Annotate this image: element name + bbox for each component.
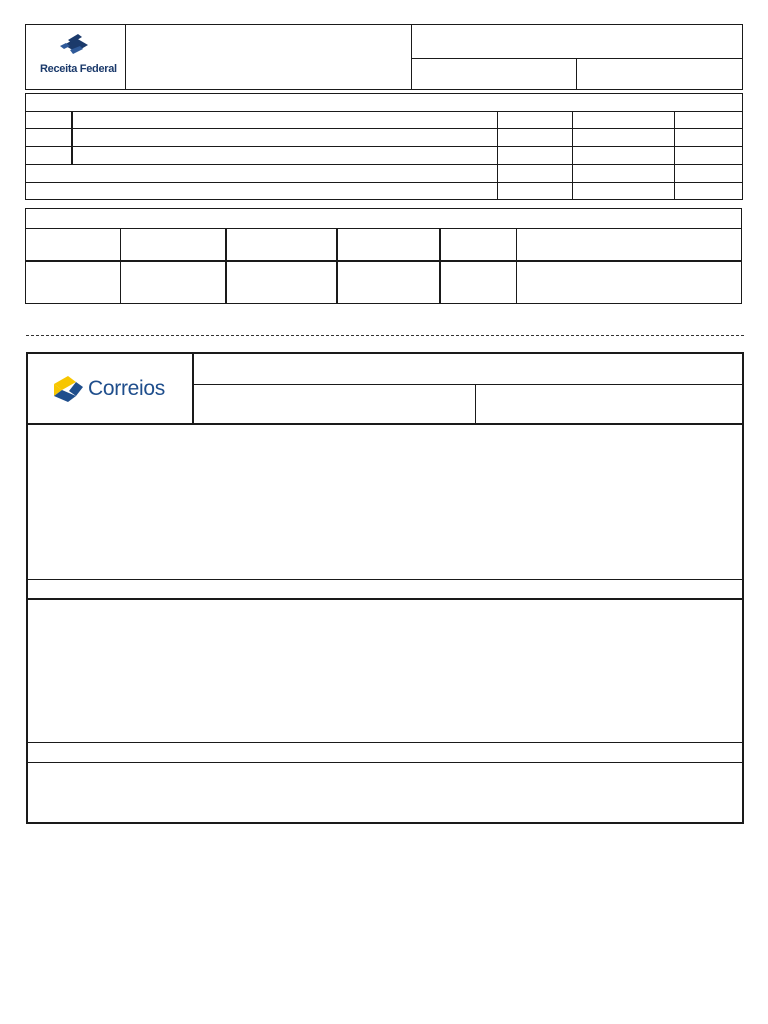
table-col-line [336, 228, 338, 304]
table-col-line [497, 111, 498, 200]
table-row-line [25, 128, 743, 129]
header-divider [576, 58, 577, 90]
receita-federal-logo-text: Receita Federal [40, 63, 117, 75]
receita-federal-emblem-icon [26, 25, 125, 65]
header-divider [411, 24, 412, 90]
table-col-line [674, 111, 675, 200]
table-col-line [71, 111, 73, 164]
table-row-line [25, 164, 743, 165]
table-row-line [25, 228, 742, 229]
header-divider [26, 423, 744, 425]
header-divider [411, 58, 743, 59]
receita-federal-logo [26, 25, 125, 89]
section-divider [26, 742, 744, 743]
receita-summary-table [25, 208, 742, 304]
correios-logo-text: Correios [88, 377, 165, 400]
header-divider [125, 24, 126, 90]
header-divider [475, 384, 476, 424]
correios-arrow-icon [28, 354, 88, 422]
table-col-line [516, 228, 517, 304]
table-col-line [225, 228, 227, 304]
correios-logo [28, 354, 192, 422]
header-divider [192, 352, 194, 424]
table-row-line [25, 111, 743, 112]
table-row-line [25, 182, 743, 183]
table-row-line [25, 260, 742, 262]
cut-line [26, 335, 744, 336]
receita-header-box [25, 24, 743, 90]
section-divider [26, 598, 744, 600]
table-col-line [120, 228, 121, 304]
header-divider [192, 384, 744, 385]
table-col-line [572, 111, 573, 200]
table-row-line [25, 146, 743, 147]
table-col-line [439, 228, 441, 304]
section-divider [26, 762, 744, 763]
section-divider [26, 579, 744, 580]
